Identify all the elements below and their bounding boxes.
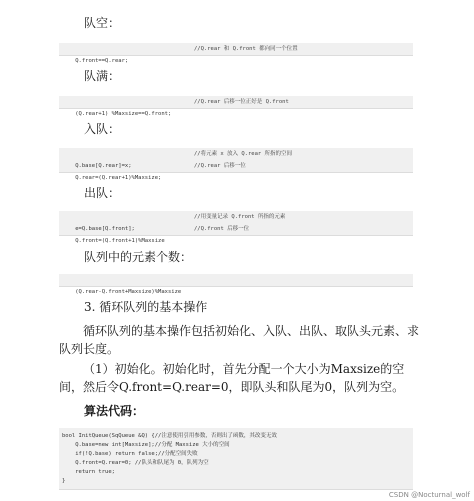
heading-dequeue: 出队： [84, 186, 121, 200]
code-text: Q.front=(Q.front+1)%Maxsize [75, 238, 165, 244]
heading-element-count: 队列中的元素个数： [84, 250, 193, 264]
code-comment: //Q.rear 和 Q.front 都向同一个位置 [194, 46, 298, 52]
algorithm-title: 算法代码： [84, 404, 145, 418]
section-title: 3. 循环队列的基本操作 [84, 300, 208, 314]
code-text: e=Q.base[Q.front]; [75, 226, 135, 232]
code-comment: //Q.rear 后移一位正好是 Q.front [194, 99, 289, 105]
code-comment: //Q.front 后移一位 [194, 226, 250, 232]
code-block-queue-full [59, 96, 413, 117]
heading-enqueue: 入队： [84, 122, 121, 136]
code-block-dequeue [59, 211, 413, 244]
code-block-element-count [59, 274, 413, 295]
code-text: Q.base[Q.rear]=x; [75, 163, 132, 169]
code-text: Q.rear=(Q.rear+1)%Maxsize; [75, 175, 162, 181]
code-line: Q.front=Q.rear=0; //队头和队尾为 0，队列为空 [62, 460, 209, 466]
heading-queue-empty: 队空： [84, 16, 121, 30]
code-text: (Q.rear+1) %Maxsize==Q.front; [75, 111, 172, 117]
code-line: Q.base=new int[Maxsize];//分配 Maxsize 大小的空间 [62, 442, 230, 448]
code-comment: //Q.rear 后移一位 [194, 163, 246, 169]
code-comment: //将元素 x 放入 Q.rear 所指的空间 [194, 151, 293, 157]
code-row [62, 96, 413, 117]
code-line: } [62, 478, 66, 484]
code-row [62, 223, 413, 244]
code-line: if(!Q.base) return false;//分配空间失败 [62, 451, 198, 457]
code-line: bool InitQueue(SqQueue &Q) {//注意使用引用参数，否则出了函数，其改变无效 [62, 433, 277, 439]
code-text: Q.front==Q.rear; [75, 58, 129, 64]
code-row [62, 274, 413, 295]
code-row [62, 160, 413, 181]
code-comment: //用变量记录 Q.front 所指的元素 [194, 214, 286, 220]
init-paragraph: （1）初始化。初始化时，首先分配一个大小为Maxsize的空间，然后令Q.front=Q.rear=0，即队头和队尾为0，队列为空。 [59, 362, 405, 394]
code-row [62, 43, 413, 64]
code-line: return true; [62, 469, 115, 475]
code-text: (Q.rear-Q.front+Maxsize)%Maxsize [75, 289, 182, 295]
intro-paragraph: 循环队列的基本操作包括初始化、入队、出队、取队头元素、求队列长度。 [59, 324, 420, 356]
code-block-queue-empty [59, 43, 413, 64]
watermark: CSDN @Nocturnal_wolf [388, 491, 470, 499]
code-block-enqueue [59, 148, 413, 181]
algorithm-code-block [59, 428, 413, 490]
heading-queue-full: 队满： [84, 69, 121, 83]
